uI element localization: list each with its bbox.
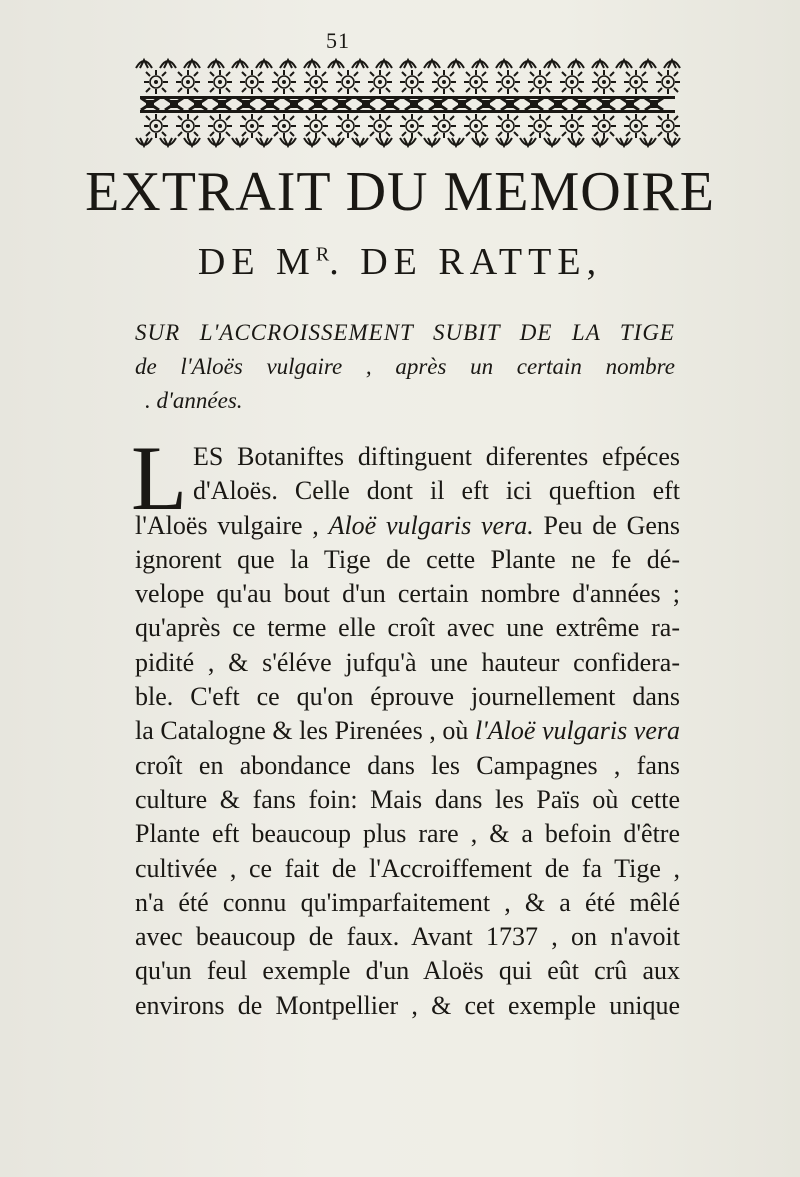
body-line: [135, 714, 680, 748]
latin-name: l'Aloë vulgaris vera: [474, 716, 681, 746]
body-line: avec beaucoup de faux. Avant 1737 , on n'avoit: [135, 922, 680, 952]
subtitle-line-1: SUR L'ACCROISSEMENT SUBIT DE LA TIGE: [135, 320, 675, 345]
fleuron-border-icon: [130, 56, 685, 148]
body-line: croît en abondance dans les Campagnes , fans: [135, 750, 680, 780]
author-name: . DE RATTE,: [329, 241, 603, 283]
subtitle-line-3: . d'années.: [145, 388, 243, 413]
body-line: environs de Montpellier , & cet exemple unique: [135, 990, 680, 1020]
body-line: culture & fans foin: Mais dans les Païs où cette: [135, 784, 680, 814]
body-line: d'Aloës. Celle dont il eft ici queftion eft: [193, 476, 680, 506]
body-line: n'a été connu qu'imparfaitement , & a été mêlé: [135, 887, 680, 917]
body-line: ble. C'eft ce qu'on éprouve journellement dans: [135, 682, 680, 712]
author-superscript: R: [315, 243, 330, 266]
body-text-span: l'Aloës vulgaire ,: [135, 510, 319, 540]
body-line: qu'après ce terme elle croît avec une extrême ra-: [135, 613, 680, 643]
body-paragraph: [135, 440, 680, 1023]
body-line: qu'un feul exemple d'un Aloës qui eût crû aux: [135, 956, 680, 986]
drop-cap: L: [131, 427, 188, 529]
body-text-span: Peu de Gens: [543, 510, 681, 540]
body-line: velope qu'au bout d'un certain nombre d'années ;: [135, 579, 680, 609]
body-line: [135, 509, 680, 543]
body-line: cultivée , ce fait de l'Accroiffement de fa Tige ,: [135, 853, 680, 883]
body-line: Plante eft beaucoup plus rare , & a befoin d'être: [135, 819, 680, 849]
page-number: 51: [326, 28, 350, 53]
author-prefix: DE M: [197, 241, 316, 283]
body-text-span: la Catalogne & les Pirenées , où: [135, 716, 469, 746]
subtitle-line-2: de l'Aloës vulgaire , après un certain nombre: [135, 354, 675, 379]
body-line: ignorent que la Tige de cette Plante ne fe dé-: [135, 544, 680, 574]
author-line: [0, 240, 800, 284]
body-line: ES Botaniftes diftinguent diferentes efpéces: [193, 442, 680, 471]
title: EXTRAIT DU MEMOIRE: [85, 161, 715, 223]
latin-name: Aloë vulgaris vera.: [328, 510, 534, 540]
body-line: pidité , & s'éléve jufqu'à une hauteur confidera-: [135, 647, 680, 677]
